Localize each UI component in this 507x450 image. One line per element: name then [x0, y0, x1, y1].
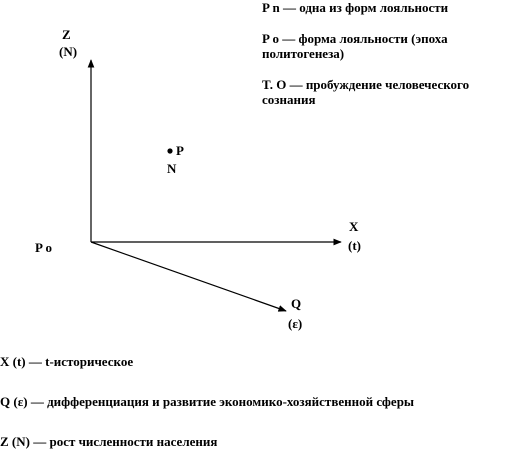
q-axis-line	[91, 242, 286, 311]
x-axis-label: X	[349, 219, 359, 234]
point-label: P	[176, 143, 184, 158]
legend-x: X (t) — t-историческое	[0, 354, 134, 369]
q-axis-label: Q	[291, 296, 302, 311]
origin-label: P o	[35, 240, 52, 255]
z-axis-sublabel: (N)	[59, 44, 78, 59]
legend-q: Q (ε) — дифференциация и развитие экономико-хозяйственной сферы	[0, 394, 415, 409]
legend-pn: P n — одна из форм лояльности	[262, 0, 449, 15]
point-sublabel: N	[167, 161, 177, 176]
legend-z: Z (N) — рост численности населения	[0, 434, 218, 449]
z-axis-label: Z	[62, 27, 71, 42]
legend-to-line1: T. O — пробуждение человеческого	[262, 77, 470, 92]
legend-po-line1: P o — форма лояльности (эпоха	[262, 31, 448, 46]
point-pn-dot	[167, 148, 172, 153]
legend-to-line2: сознания	[262, 92, 316, 107]
x-axis-sublabel: (t)	[348, 238, 361, 253]
q-axis-sublabel: (ε)	[288, 316, 303, 331]
legend-po-line2: политогенеза)	[262, 46, 345, 61]
